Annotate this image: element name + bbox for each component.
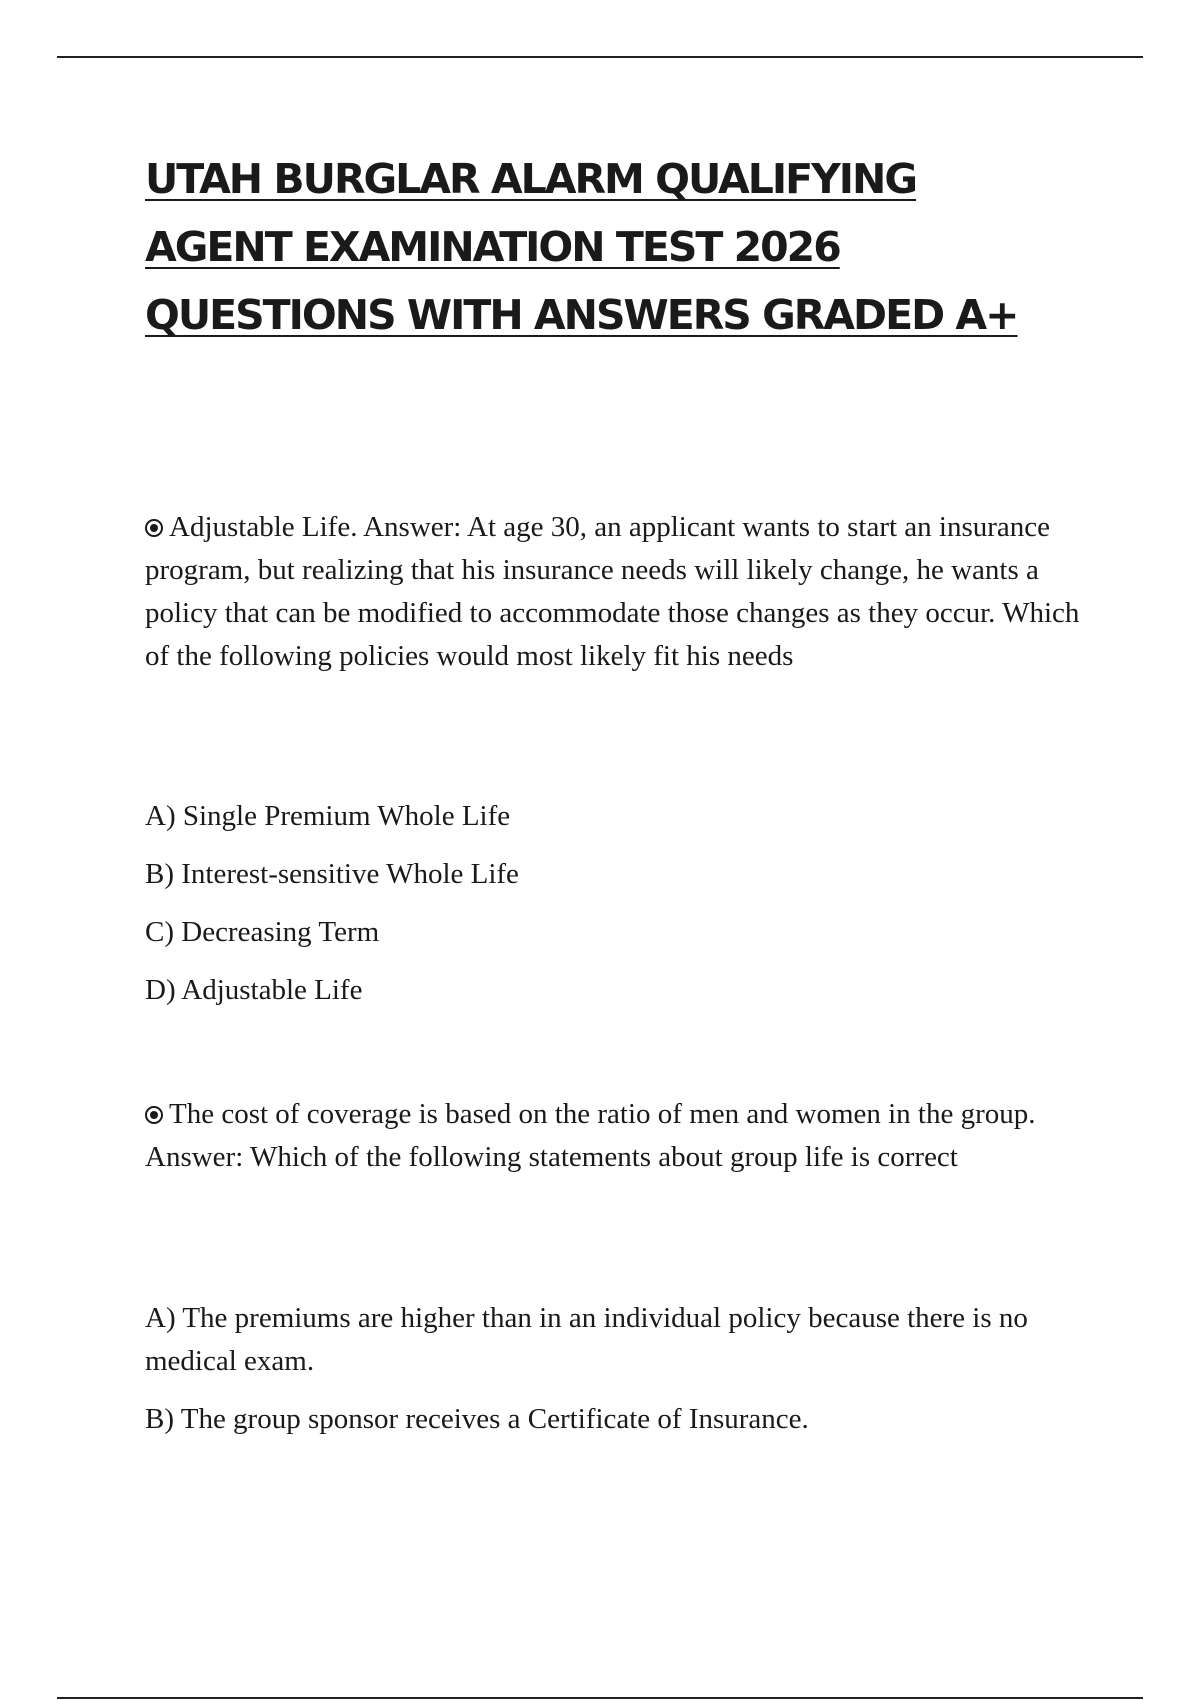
- question-1-option-c: C) Decreasing Term: [145, 916, 380, 948]
- question-1-option-b: B) Interest-sensitive Whole Life: [145, 858, 519, 890]
- question-2-option-a: A) The premiums are higher than in an individual policy because there is no medical exam.: [145, 1302, 1028, 1377]
- question-1: [145, 506, 1095, 678]
- document-title: UTAH BURGLAR ALARM QUALIFYING AGENT EXAMINATION TEST 2026 QUESTIONS WITH ANSWERS GRADED A+: [145, 155, 1018, 339]
- radio-bullet-icon: [145, 1106, 163, 1124]
- bottom-divider: [57, 1697, 1143, 1699]
- top-divider: [57, 56, 1143, 58]
- question-2-options: [145, 1297, 1095, 1441]
- question-1-options: [145, 795, 1095, 1012]
- question-2-option-b: B) The group sponsor receives a Certificate of Insurance.: [145, 1403, 809, 1435]
- question-2-text: The cost of coverage is based on the ratio of men and women in the group. Answer: Which of the following statements about group life is correct: [145, 1098, 1036, 1173]
- question-1-option-a: A) Single Premium Whole Life: [145, 800, 511, 832]
- question-1-text: Adjustable Life. Answer: At age 30, an applicant wants to start an insurance program, but realizing that his insurance needs will likely change, he wants a policy that can be modified to accommodate those changes as they occur. Which of the following policies would most likely fit his needs: [145, 511, 1080, 672]
- question-2: [145, 1093, 1095, 1179]
- question-1-option-d: D) Adjustable Life: [145, 974, 363, 1006]
- radio-bullet-icon: [145, 519, 163, 537]
